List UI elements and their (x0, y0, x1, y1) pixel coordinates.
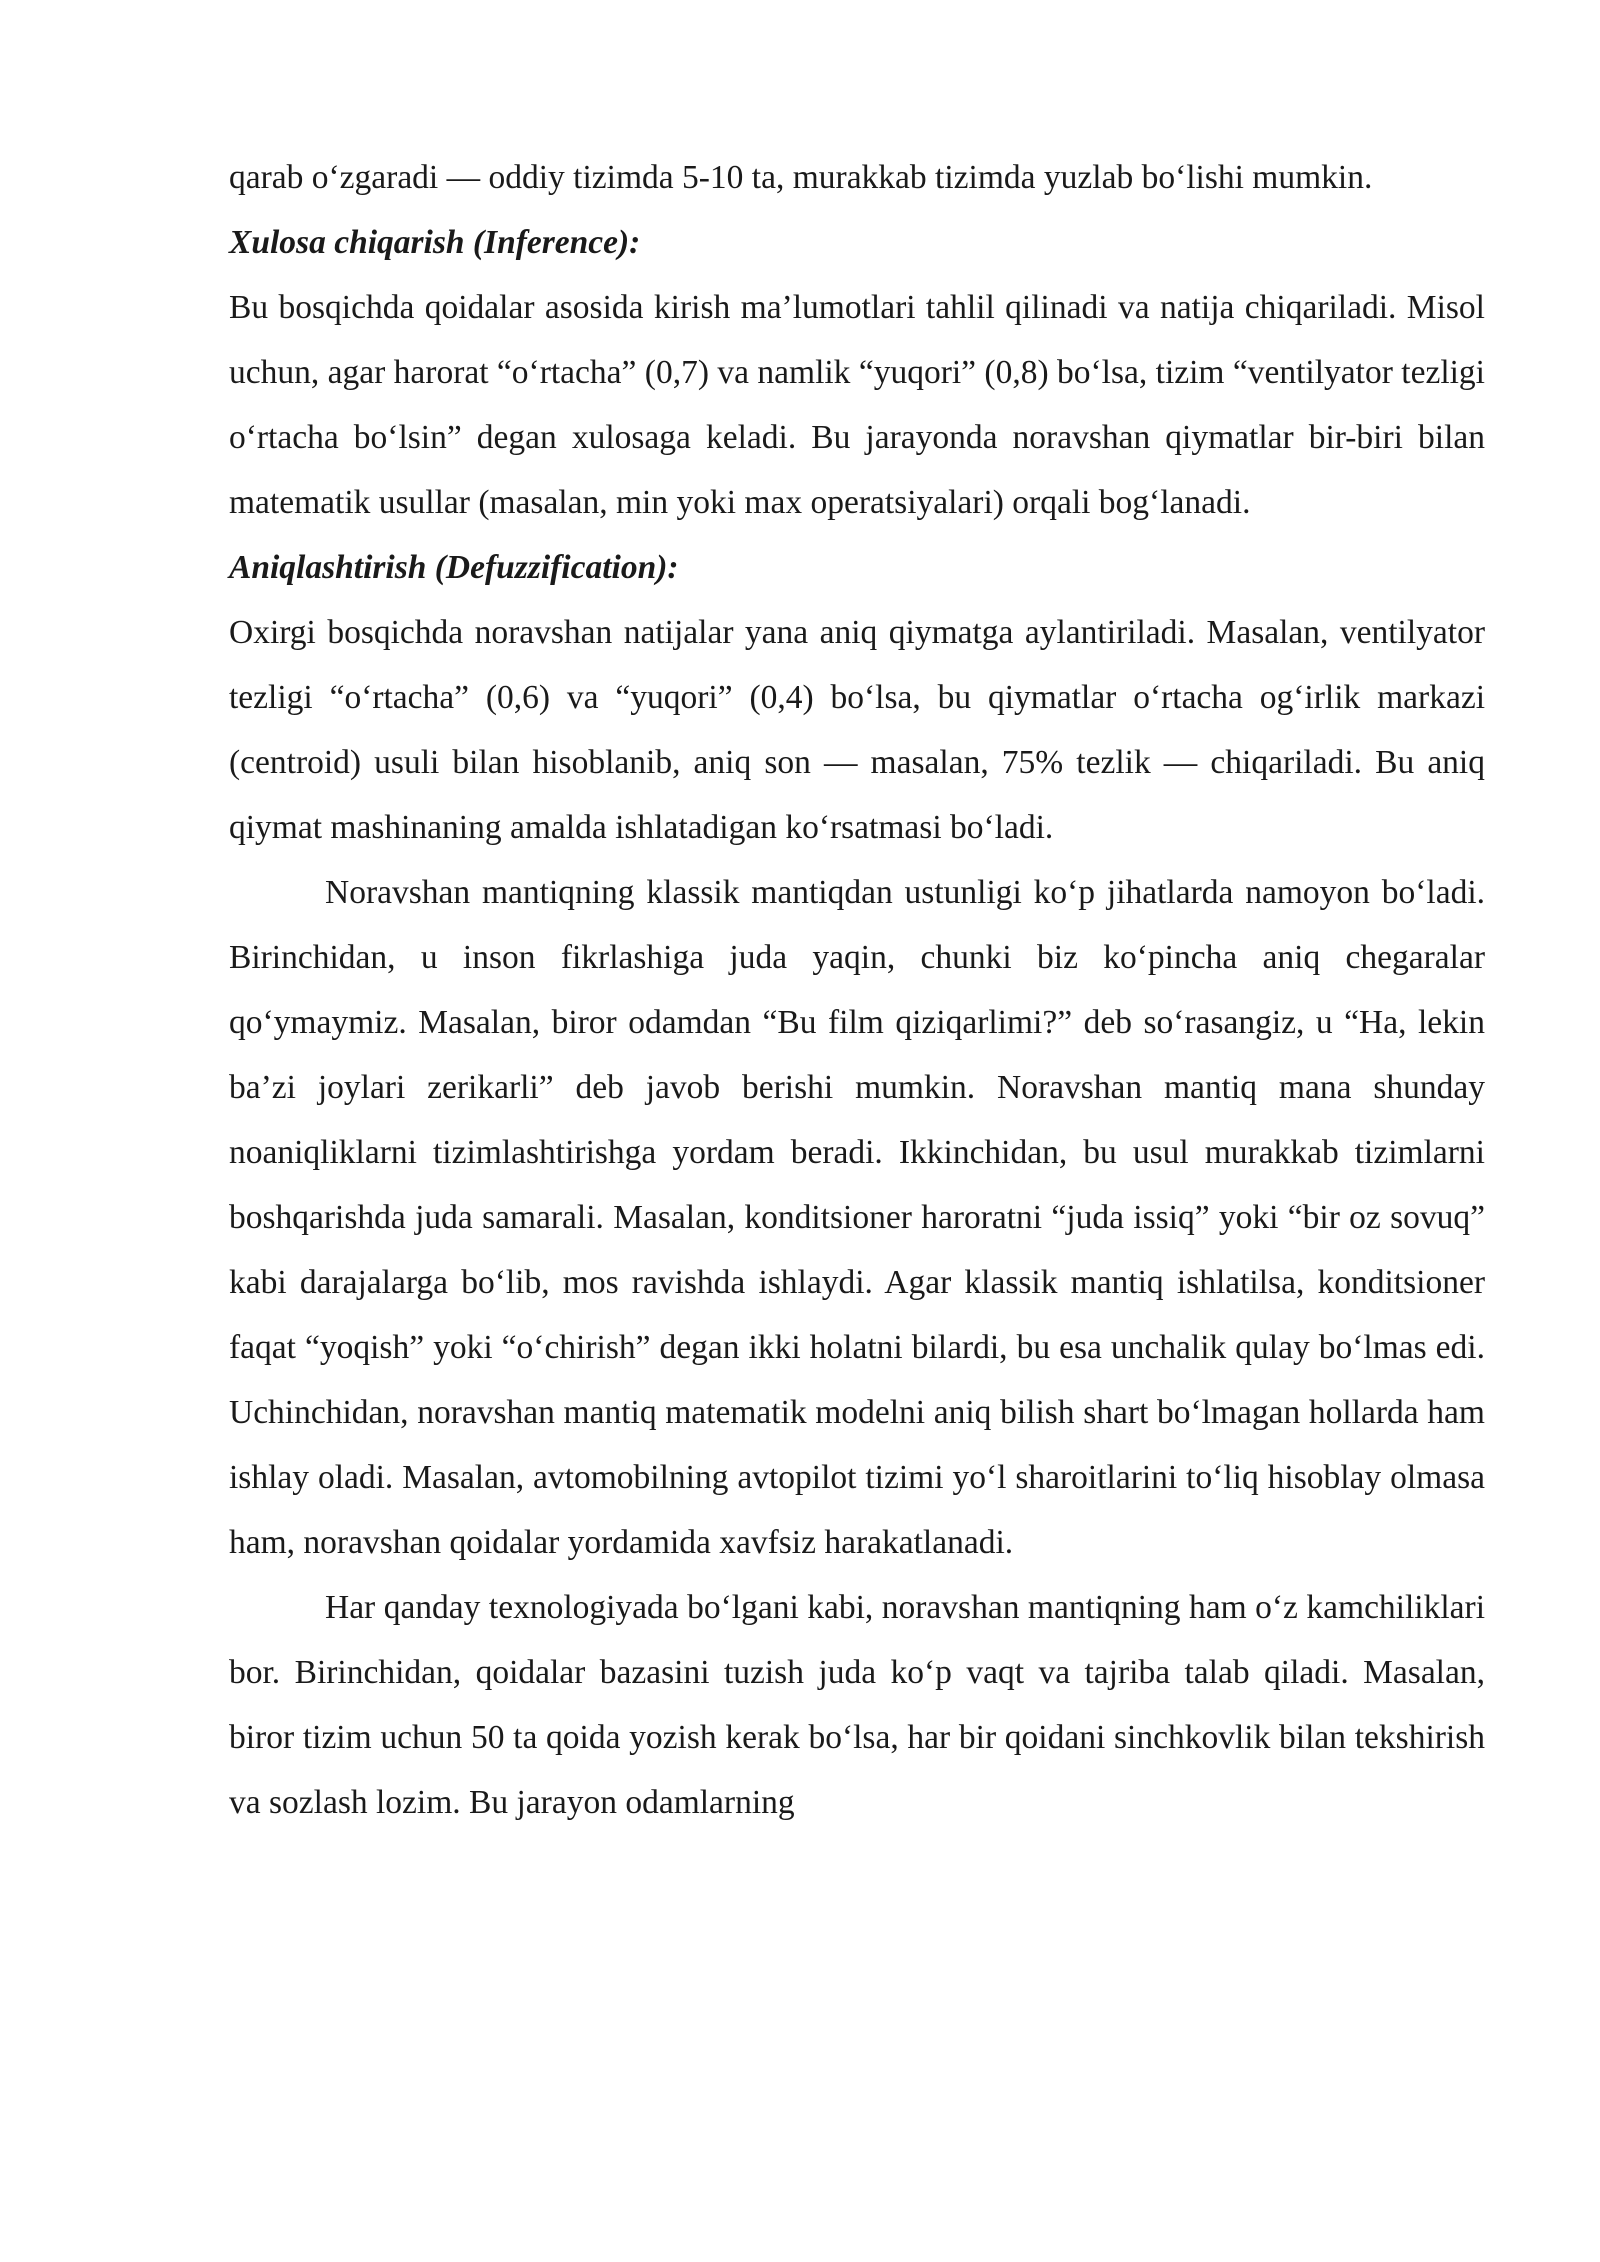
paragraph-continuation: qarab o‘zgaradi — oddiy tizimda 5-10 ta, murakkab tizimda yuzlab bo‘lishi mumkin. (229, 159, 1373, 196)
document-body (229, 145, 1485, 1835)
paragraph-drawbacks: Har qanday texnologiyada bo‘lgani kabi, noravshan mantiqning ham o‘z kamchiliklari bor. Birinchidan, qoidalar bazasini tuzish juda ko‘p vaqt va tajriba talab qiladi. Masalan, biror tizim uchun 50 ta qoida yozish kerak bo‘lsa, har bir qoidani sinchkovlik bilan tekshirish va sozlash lozim. Bu jarayon odamlarning (229, 1589, 1485, 1821)
paragraph-defuzzification: Oxirgi bosqichda noravshan natijalar yana aniq qiymatga aylantiriladi. Masalan, ventilyator tezligi “o‘rtacha” (0,6) va “yuqori” (0,4) bo‘lsa, bu qiymatlar o‘rtacha og‘irlik markazi (centroid) usuli bilan hisoblanib, aniq son — masalan, 75% tezlik — chiqariladi. Bu aniq qiymat mashinaning amalda ishlatadigan ko‘rsatmasi bo‘ladi. (229, 614, 1485, 846)
heading-inference: Xulosa chiqarish (Inference): (229, 224, 641, 261)
paragraph-advantages: Noravshan mantiqning klassik mantiqdan ustunligi ko‘p jihatlarda namoyon bo‘ladi. Birinchidan, u inson fikrlashiga juda yaqin, chunki biz ko‘pincha aniq chegaralar qo‘ymaymiz. Masalan, biror odamdan “Bu film qiziqarlimi?” deb so‘rasangiz, u “Ha, lekin ba’zi joylari zerikarli” deb javob berishi mumkin. Noravshan mantiq mana shunday noaniqliklarni tizimlashtirishga yordam beradi. Ikkinchidan, bu usul murakkab tizimlarni boshqarishda juda samarali. Masalan, konditsioner haroratni “juda issiq” yoki “bir oz sovuq” kabi darajalarga bo‘lib, mos ravishda ishlaydi. Agar klassik mantiq ishlatilsa, konditsioner faqat “yoqish” yoki “o‘chirish” degan ikki holatni bilardi, bu esa unchalik qulay bo‘lmas edi. Uchinchidan, noravshan mantiq matematik modelni aniq bilish shart bo‘lmagan hollarda ham ishlay oladi. Masalan, avtomobilning avtopilot tizimi yo‘l sharoitlarini to‘liq hisoblay olmasa ham, noravshan qoidalar yordamida xavfsiz harakatlanadi. (229, 874, 1485, 1561)
paragraph-inference: Bu bosqichda qoidalar asosida kirish ma’lumotlari tahlil qilinadi va natija chiqariladi. Misol uchun, agar harorat “o‘rtacha” (0,7) va namlik “yuqori” (0,8) bo‘lsa, tizim “ventilyator tezligi o‘rtacha bo‘lsin” degan xulosaga keladi. Bu jarayonda noravshan qiymatlar bir-biri bilan matematik usullar (masalan, min yoki max operatsiyalari) orqali bog‘lanadi. (229, 289, 1485, 521)
heading-defuzzification: Aniqlashtirish (Defuzzification): (229, 549, 679, 586)
